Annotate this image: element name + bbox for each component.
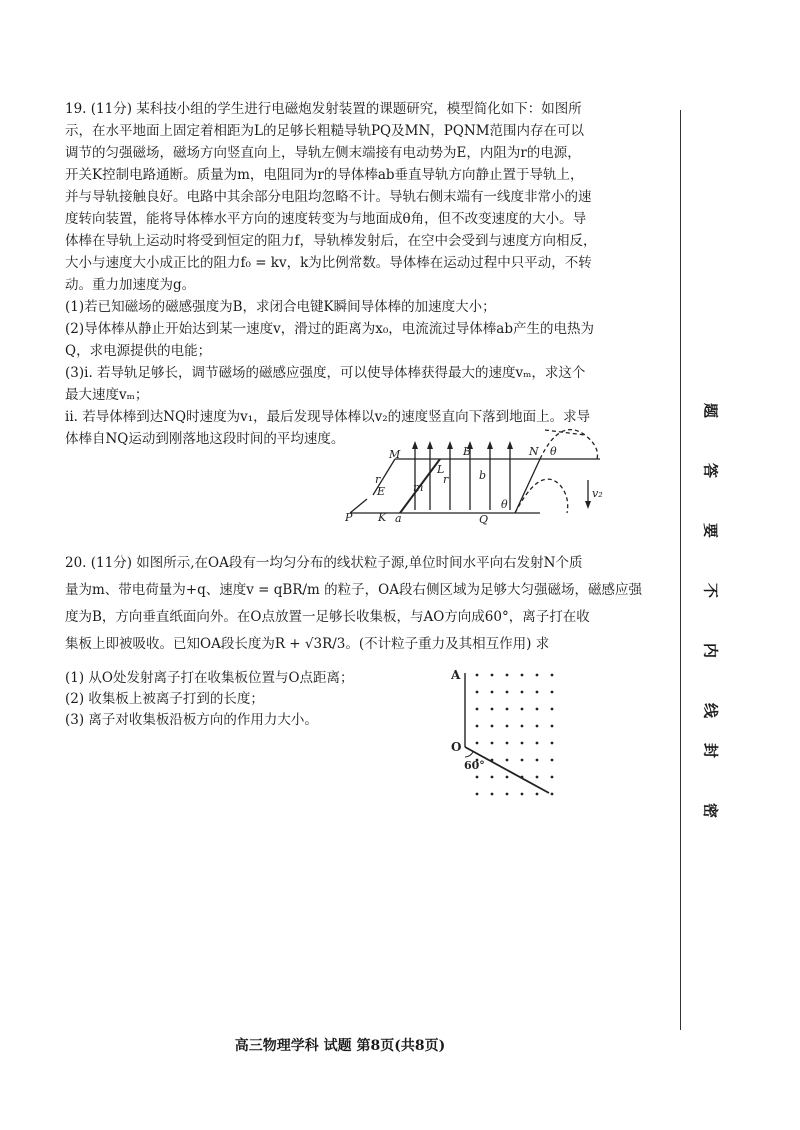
field-dot <box>506 725 509 728</box>
field-dot <box>491 742 494 745</box>
q19-line: 并与导轨接触良好。电路中其余部分电阻均忽略不计。导轨右侧末端有一线度非常小的速 <box>65 189 592 205</box>
field-dot <box>491 708 494 711</box>
label-o-point: O <box>451 740 462 754</box>
seal-char: 封 <box>701 742 720 758</box>
label-v2: v₂ <box>592 487 603 500</box>
q19-line: 最大速度vₘ； <box>65 387 149 403</box>
seal-char: 内 <box>701 642 720 658</box>
field-dot <box>506 793 509 796</box>
label-theta-top: θ <box>550 445 557 458</box>
field-dot <box>521 674 524 677</box>
q19-line: 体棒在导轨上运动时将受到恒定的阻力f，导轨棒发射后，在空中会受到与速度方向相反， <box>65 233 597 249</box>
label-r-bottom: r <box>375 473 381 486</box>
field-dot <box>506 776 509 779</box>
field-dot <box>491 691 494 694</box>
field-dot <box>491 674 494 677</box>
field-dot <box>521 725 524 728</box>
field-dot <box>506 708 509 711</box>
label-p: P <box>345 511 353 524</box>
field-dot <box>506 674 509 677</box>
rail-left-lower <box>350 499 367 513</box>
question-20 <box>65 550 665 658</box>
field-dot <box>476 776 479 779</box>
field-dot <box>491 776 494 779</box>
field-dot <box>491 725 494 728</box>
seal-line <box>680 110 681 1030</box>
label-k: K <box>378 511 387 524</box>
q19-line: 大小与速度大小成正比的阻力f₀ = kv，k为比例常数。导体棒在运动过程中只平动，不转 <box>65 255 592 271</box>
q19-line: 调节的匀强磁场，磁场方向竖直向上，导轨左侧末端接有电动势为E，内阻为r的电源， <box>65 145 581 161</box>
field-dot <box>476 742 479 745</box>
field-dot <box>476 725 479 728</box>
q19-line: 19. (11分) 某科技小组的学生进行电磁炮发射装置的课题研究，模型简化如下：如图所 <box>65 101 582 117</box>
q20-line: 度为B，方向垂直纸面向外。在O点放置一足够长收集板，与AO方向成60°，离子打在收 <box>65 609 590 625</box>
field-dot <box>536 691 539 694</box>
q20-sub-1: (1) 从O处发射离子打在收集板位置与O点距离； <box>65 670 354 686</box>
field-dot <box>506 691 509 694</box>
q19-line: (2)导体棒从静止开始达到某一速度v，滑过的距离为x₀，电流流过导体棒ab产生的电热为 <box>65 321 594 337</box>
question-19 <box>65 98 665 450</box>
field-dot <box>476 708 479 711</box>
q19-line: 开关K控制电路通断。质量为m，电阻同为r的导体棒ab垂直导轨方向静止置于导轨上， <box>65 167 584 183</box>
field-dot <box>521 708 524 711</box>
label-e: E <box>377 485 386 498</box>
label-60-degree: 60° <box>464 759 485 772</box>
label-q: Q <box>479 513 489 526</box>
field-dot <box>536 742 539 745</box>
q19-line: 动。重力加速度为g。 <box>65 277 196 293</box>
label-rod-b: b <box>479 469 487 482</box>
field-dot <box>551 691 554 694</box>
field-dot <box>491 793 494 796</box>
field-dot <box>536 674 539 677</box>
q20-sub-3: (3) 离子对收集板沿板方向的作用力大小。 <box>65 712 318 728</box>
field-dot <box>536 725 539 728</box>
field-dot <box>536 708 539 711</box>
field-dot <box>536 776 539 779</box>
magnetic-field-diagram <box>445 665 565 810</box>
field-dot <box>476 691 479 694</box>
question-20-subquestions <box>65 668 445 731</box>
seal-char: 要 <box>701 522 720 538</box>
seal-char: 线 <box>701 702 720 718</box>
q20-line: 量为m、带电荷量为+q、速度v = qBR/m 的粒子，OA段右侧区域为足够大匀强磁场，磁感应强 <box>65 582 642 598</box>
label-mass: m <box>413 481 424 494</box>
field-dot <box>551 674 554 677</box>
seal-char: 答 <box>701 462 720 478</box>
field-dots <box>476 674 554 796</box>
q19-line: (3)i. 若导轨足够长，调节磁场的磁感应强度，可以使导体棒获得最大的速度vₘ，求这个 <box>65 365 586 381</box>
seal-char: 密 <box>701 802 720 818</box>
q19-line: (1)若已知磁场的磁感强度为B，求闭合电键K瞬间导体棒的加速度大小； <box>65 299 496 315</box>
q19-line: ii. 若导体棒到达NQ时速度为v₁，最后发现导体棒以v₂的速度竖直向下落到地面上。求导 <box>65 409 591 425</box>
q19-line: 体棒自NQ运动到刚落地这段时间的平均速度。 <box>65 431 345 447</box>
q19-line: 度转向装置，能将导体棒水平方向的速度转变为与地面成θ角，但不改变速度的大小。导 <box>65 211 587 227</box>
label-a-point: A <box>451 668 461 682</box>
field-dot <box>476 793 479 796</box>
field-dot <box>521 742 524 745</box>
page-footer: 高三物理学科 试题 第8页(共8页) <box>234 1038 446 1054</box>
field-dot <box>551 776 554 779</box>
field-dot <box>506 742 509 745</box>
label-r-top: r <box>443 473 449 486</box>
q20-line: 20. (11分) 如图所示,在OA段有一均匀分布的线状粒子源,单位时间水平向右发射N个质 <box>65 555 583 571</box>
field-dot <box>476 674 479 677</box>
field-dot <box>551 793 554 796</box>
q20-sub-2: (2) 收集板上被离子打到的长度； <box>65 691 264 707</box>
field-dot <box>506 759 509 762</box>
field-dot <box>551 742 554 745</box>
seal-char: 题 <box>701 402 720 418</box>
field-dot <box>536 793 539 796</box>
label-n: N <box>529 445 539 458</box>
field-dot <box>551 759 554 762</box>
label-b: B <box>463 445 472 458</box>
q19-line: Q，求电源提供的电能； <box>65 343 212 359</box>
label-m-point: M <box>389 448 401 461</box>
seal-char: 不 <box>701 582 720 598</box>
q19-line: 示，在水平地面上固定着相距为L的足够长粗糙导轨PQ及MN，PQNM范围内存在可以 <box>65 123 585 139</box>
field-dot <box>536 759 539 762</box>
label-a: a <box>395 512 402 525</box>
q20-line: 集板上即被吸收。已知OA段长度为R + √3R/3。(不计粒子重力及其相互作用) 求 <box>65 636 550 652</box>
label-theta-bottom: θ <box>501 498 508 511</box>
field-dot <box>551 725 554 728</box>
field-dot <box>521 691 524 694</box>
rail-gun-diagram <box>345 425 615 535</box>
field-dot <box>521 793 524 796</box>
field-dot <box>551 708 554 711</box>
label-l: L <box>437 463 445 476</box>
field-dot <box>521 759 524 762</box>
